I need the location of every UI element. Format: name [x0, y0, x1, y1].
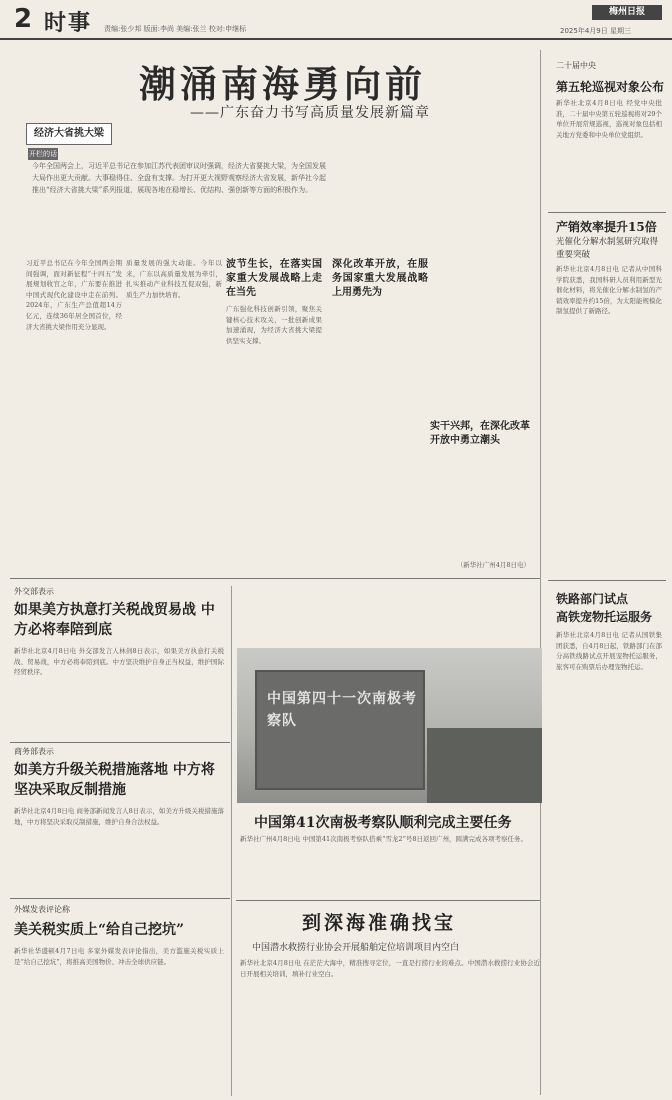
deepsea-subhead: 中国潜水救捞行业协会开展船舶定位培训项目内空白	[252, 943, 460, 953]
right-item3-subhead: 高铁宠物托运服务	[556, 610, 653, 624]
column-divider	[540, 50, 541, 1095]
ship-banner: 中国第四十一次南极考察队	[267, 691, 417, 729]
lead-side-head-2: 深化改革开放，在服务国家重大发展战略上用勇先为	[332, 259, 428, 298]
trade1-headline: 如果美方执意打关税战贸易战 中方必将奉陪到底	[14, 602, 215, 638]
trade-divider-1	[10, 742, 230, 743]
lead-body-col1: 习近平总书记在今年全国两会期间强调，面对新征程“十四五”发展规划收官之年，广东要在推进中国式现代化建设中走在前列。2024年，广东生产总值超14万亿元，连续36年居全国首位，经济大省挑大梁作用充分显现。	[26, 259, 122, 331]
right-item3-body: 新华社北京4月8日电 记者从国铁集团获悉，自4月8日起，铁路部门在部分高铁线路试点开展宠物托运服务，旅客可在购票后办理宠物托运。	[556, 631, 662, 671]
antarctic-headline: 中国第41次南极考察队顺利完成主要任务	[254, 815, 512, 831]
right-item2-headline: 产销效率提升15倍	[556, 220, 657, 234]
right-item1-tag: 二十届中央	[556, 61, 596, 70]
trade2-tag: 商务部表示	[14, 747, 54, 756]
opening-label: 开栏的话	[29, 150, 57, 158]
lead-intro: 今年全国两会上，习近平总书记在参加江苏代表团审议时强调，经济大省要挑大梁，为全国发展大局作出更大贡献。大事稳得住、全盘有支撑。为打开更大视野观察经济大省发展，新华社今起推出“经济大省挑大梁”系列报道，展现各地在稳增长、优结构、强创新等方面的积极作为。	[32, 162, 326, 194]
lead-body-col2: 质量发展的强大动能。今年以来，广东以高质量发展为牵引，扎实推动产业科技互促双强，新质生产力加快培育。	[126, 259, 222, 299]
trade2-headline: 如美方升级关税措施落地 中方将坚决采取反制措施	[14, 762, 215, 798]
lead-credit: （新华社广州4月8日电）	[456, 561, 530, 569]
right-divider-2	[548, 580, 666, 581]
antarctic-divider	[236, 900, 540, 901]
column-logo: 经济大省挑大梁	[26, 123, 112, 145]
section-divider	[10, 578, 540, 579]
page-header	[0, 0, 672, 40]
crew-group	[427, 728, 542, 803]
trade-divider-2	[10, 898, 230, 899]
trade-column-divider	[231, 586, 232, 1096]
right-item1-body: 新华社北京4月8日电 经党中央批准，二十届中央第五轮巡视将对29个单位开展常规巡视，巡视对象包括相关地方党委和中央单位党组织。	[556, 99, 662, 139]
lead-headline: 潮涌南海勇向前	[139, 62, 426, 106]
right-item2-subhead: 光催化分解水制氢研究取得重要突破	[556, 237, 659, 260]
trade1-tag: 外交部表示	[14, 587, 54, 596]
trade3-headline: 美关税实质上“给自己挖坑”	[14, 922, 185, 938]
antarctic-photo	[237, 648, 542, 803]
right-item2-body: 新华社北京4月8日电 记者从中国科学院获悉，我国科研人员利用新型光催化材料，将光催化分解水制氢的产销效率提升约15倍，为太阳能规模化制氢提供了新路径。	[556, 265, 662, 316]
trade2-body: 新华社北京4月8日电 商务部新闻发言人8日表示，如美方升级关税措施落地，中方将坚决采取反制措施，维护自身合法权益。	[14, 807, 224, 826]
lead-subhead: ——广东奋力书写高质量发展新篇章	[190, 105, 430, 121]
editor-credits: 责编:张少邦 版面:李尚 美编:张兰 校对:申继标	[104, 25, 247, 33]
trade3-tag: 外媒发表评论称	[14, 905, 70, 914]
issue-date: 2025年4月9日 星期三	[560, 27, 631, 35]
trade1-body: 新华社北京4月8日电 外交部发言人林剑8日表示，如果美方执意打关税战、贸易战，中方必将奉陪到底。中方坚决维护自身正当权益，维护国际经贸秩序。	[14, 647, 224, 677]
lead-side-head-3: 实干兴邦，在深化改革开放中勇立潮头	[430, 421, 530, 446]
right-divider-1	[548, 212, 666, 213]
lead-body-col3: 广东强化科技创新引领，聚焦关键核心技术攻关，一批创新成果加速涌现，为经济大省挑大梁提供坚实支撑。	[226, 305, 322, 345]
antarctic-body: 新华社广州4月8日电 中国第41次南极考察队搭乘“雪龙2”号8日返回广州，圆满完成各项考察任务。	[240, 835, 528, 843]
deepsea-headline: 到深海准确找宝	[302, 912, 457, 934]
page-number: 2	[14, 4, 33, 34]
deepsea-body: 新华社北京4月8日电 在茫茫大海中，精准搜寻定位，一直是打捞行业的难点。中国潜水救捞行业协会近日开展相关培训，填补行业空白。	[240, 959, 540, 978]
section-title: 时事	[44, 11, 93, 36]
trade3-body: 新华社华盛顿4月7日电 多家外媒发表评论指出，美方滥施关税实质上是“给自己挖坑”，将推高美国物价、冲击全球供应链。	[14, 947, 224, 966]
right-item1-headline: 第五轮巡视对象公布	[556, 80, 665, 94]
newspaper-masthead: 梅州日报	[592, 5, 662, 20]
right-item3-headline: 铁路部门试点	[556, 592, 629, 606]
lead-side-head-1: 波节生长，在落实国家重大发展战略上走在当先	[226, 259, 322, 298]
